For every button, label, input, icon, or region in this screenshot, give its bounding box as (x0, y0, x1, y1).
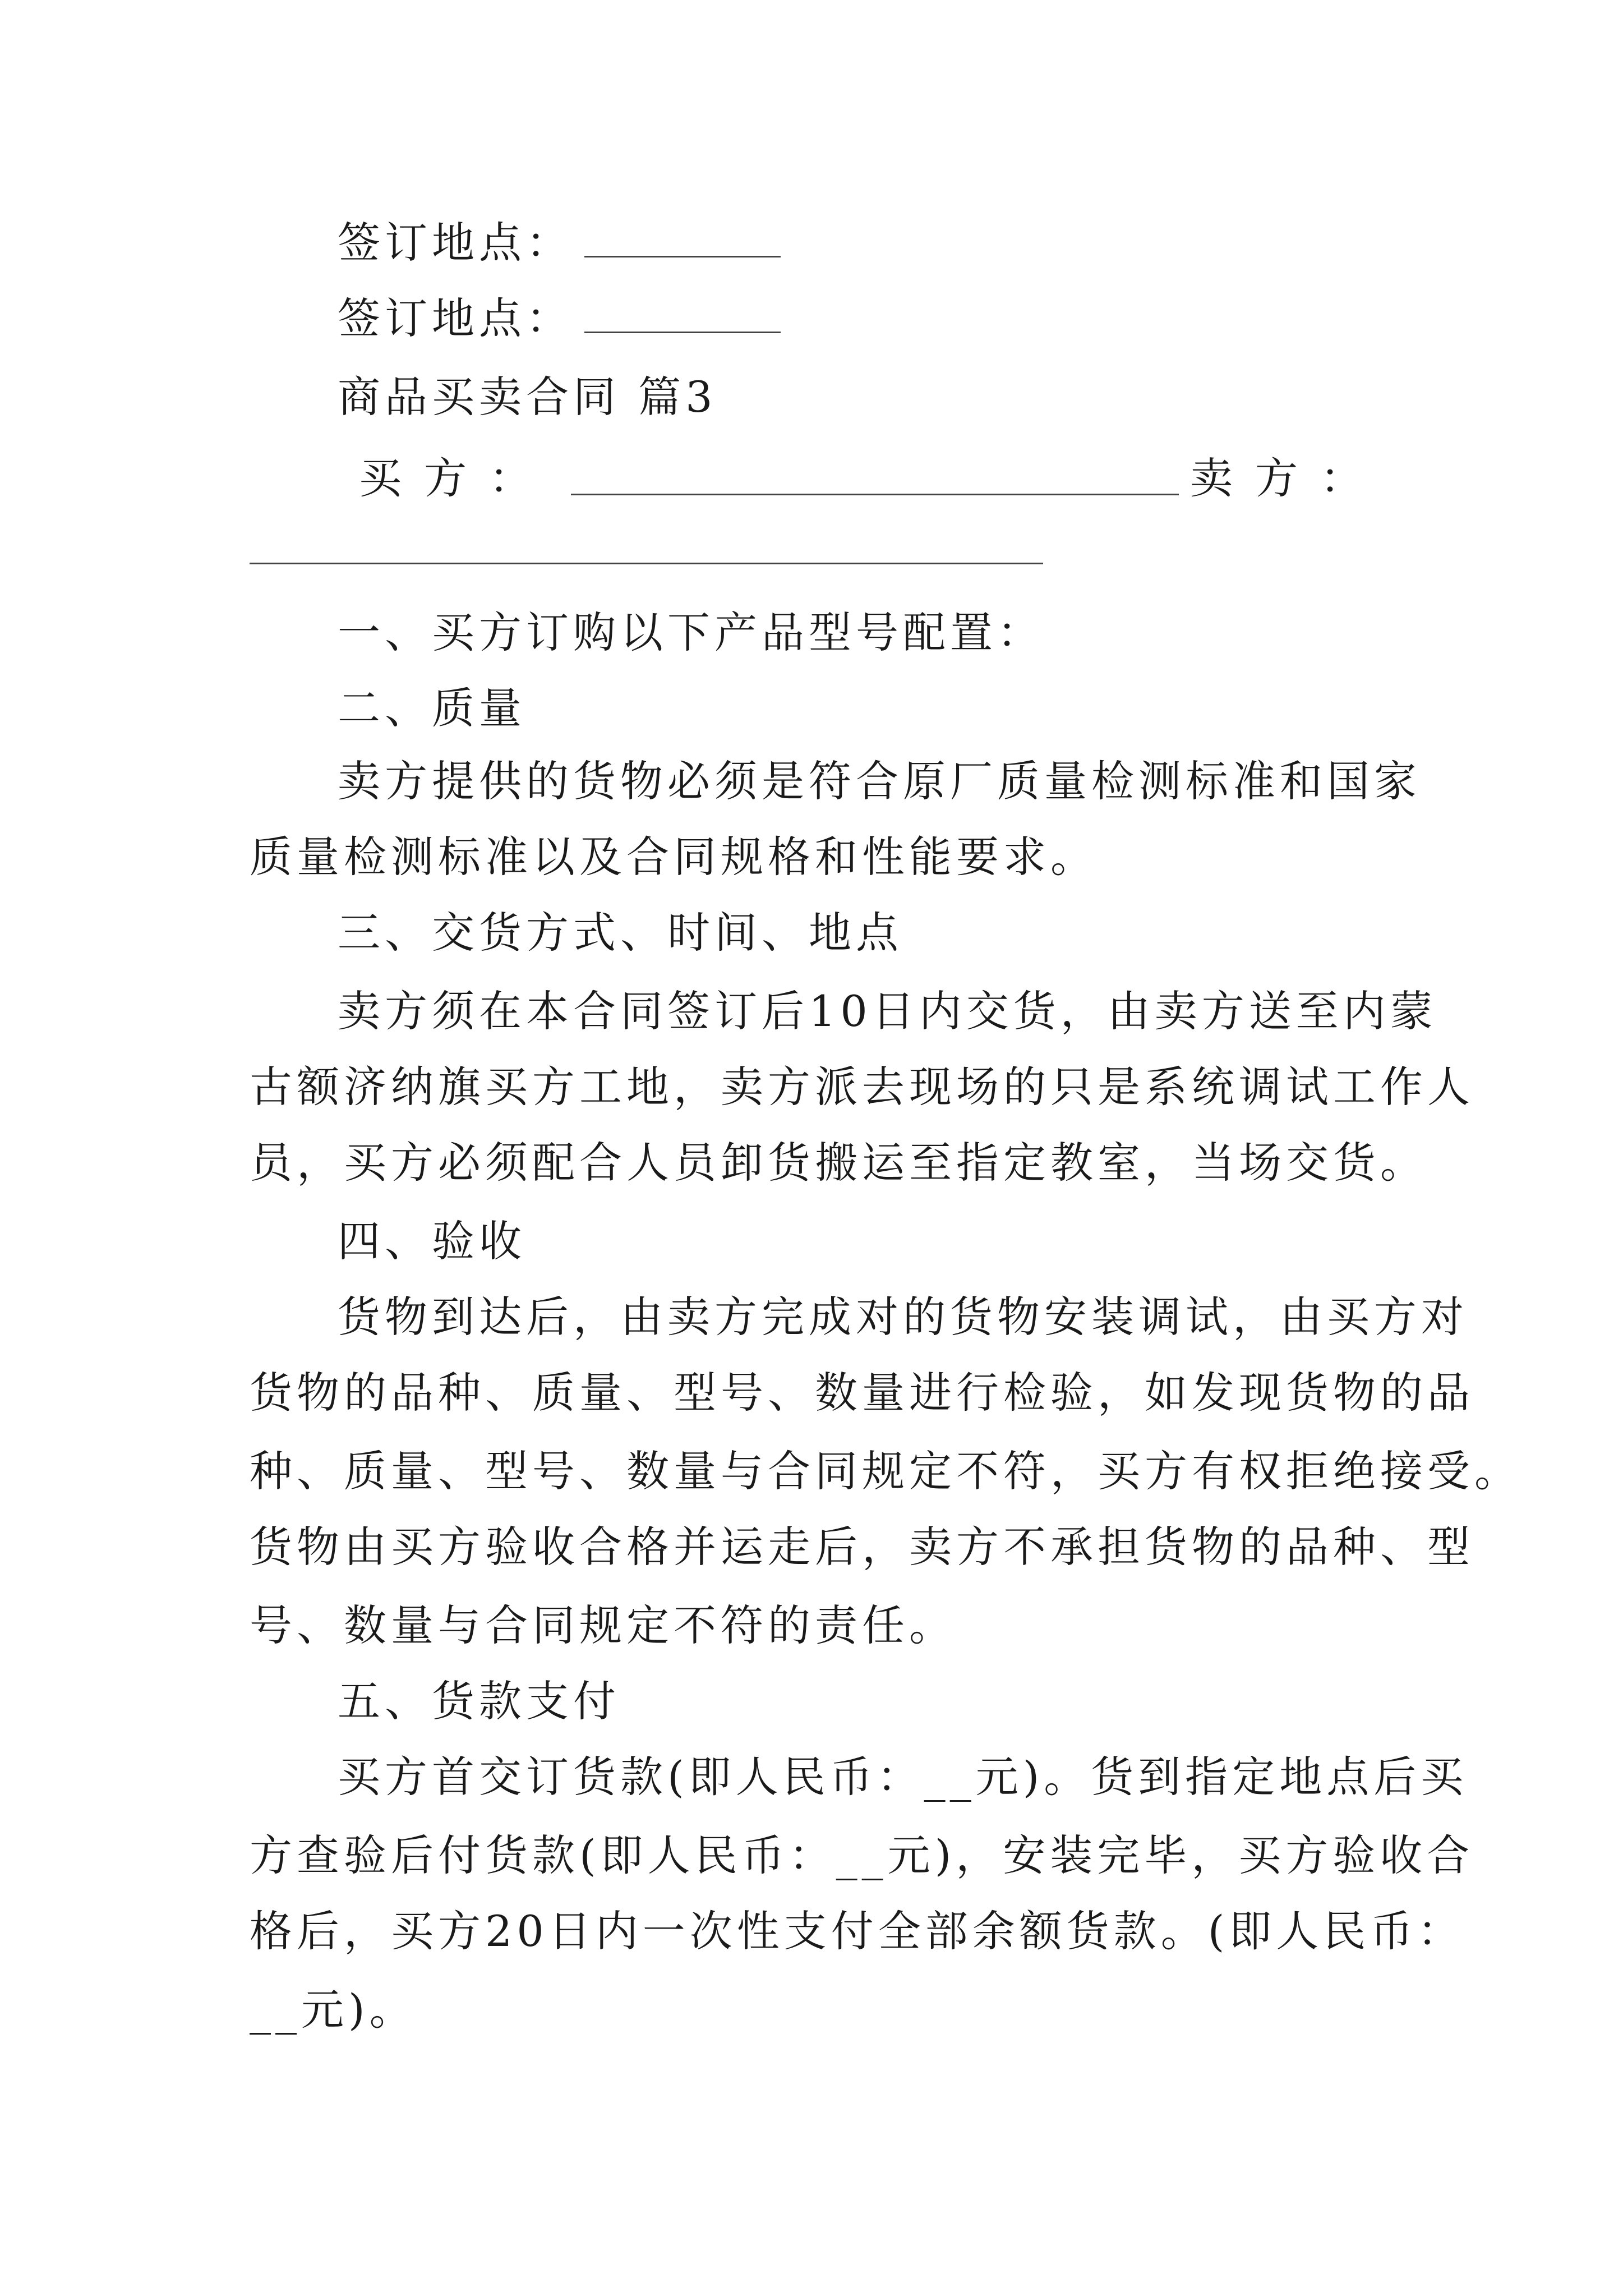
buyer-label: 买方： (359, 453, 554, 503)
sign-place-blank-2 (584, 292, 781, 333)
section5-body-line: 方查验后付货款(即人民币：__元)，安装完毕，买方验收合 (250, 1830, 1474, 1880)
section3-heading: 三、交货方式、时间、地点 (338, 908, 903, 958)
sign-place-label-2: 签订地点： (338, 293, 573, 343)
sign-place-label-1: 签订地点： (338, 218, 573, 268)
section4-body-line: 货物的品种、质量、型号、数量进行检验，如发现货物的品 (250, 1368, 1474, 1418)
section2-heading: 二、质量 (338, 683, 526, 733)
section4-body-line: 货物到达后，由卖方完成对的货物安装调试，由买方对 (338, 1292, 1468, 1342)
section4-body-line: 种、质量、型号、数量与合同规定不符，买方有权拒绝接受。 (250, 1446, 1521, 1496)
section5-body-line: 格后，买方20日内一次性支付全部余额货款。(即人民币： (250, 1906, 1465, 1956)
seller-label: 卖方： (1190, 453, 1385, 503)
sign-place-line-2 (338, 292, 1382, 346)
party-line (359, 452, 1385, 505)
section1-heading: 一、买方订购以下产品型号配置： (338, 608, 1044, 657)
section5-heading: 五、货款支付 (338, 1676, 620, 1726)
section3-body-line: 员，买方必须配合人员卸货搬运至指定教室，当场交货。 (250, 1138, 1427, 1188)
sign-place-line-1 (338, 216, 1382, 270)
seller-blank (250, 563, 1043, 564)
section3-body-line: 卖方须在本合同签订后10日内交货，由卖方送至内蒙 (338, 986, 1437, 1036)
buyer-blank (571, 488, 1179, 495)
contract-title: 商品买卖合同 篇3 (338, 372, 717, 422)
section4-body-line: 号、数量与合同规定不符的责任。 (250, 1600, 956, 1650)
section4-body-line: 货物由买方验收合格并运走后，卖方不承担货物的品种、型 (250, 1522, 1474, 1572)
section5-body-line: 买方首交订货款(即人民币：__元)。货到指定地点后买 (338, 1752, 1468, 1802)
section2-body-line: 卖方提供的货物必须是符合原厂质量检测标准和国家 (338, 756, 1421, 806)
section5-body-line: __元)。 (250, 1985, 417, 2035)
section4-heading: 四、验收 (338, 1216, 526, 1266)
sign-place-blank-1 (584, 217, 781, 257)
section3-body-line: 古额济纳旗买方工地，卖方派去现场的只是系统调试工作人 (250, 1062, 1474, 1112)
section2-body-line: 质量检测标准以及合同规格和性能要求。 (250, 832, 1098, 882)
